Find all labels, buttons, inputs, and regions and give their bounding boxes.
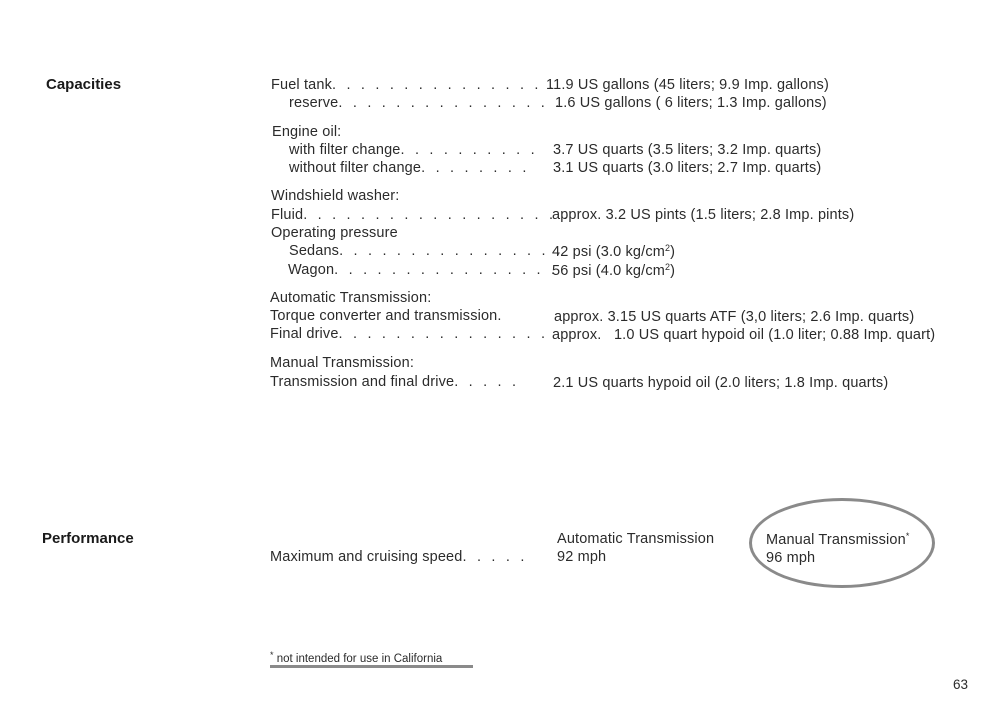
without-filter-label: without filter change: [289, 160, 422, 176]
with-filter-row: [289, 142, 538, 158]
operating-pressure-label: Operating pressure: [271, 225, 398, 241]
trans-final-value: 2.1 US quarts hypoid oil (2.0 liters; 1.8 Imp. quarts): [553, 375, 889, 391]
wagon-value-exponent: 2: [664, 262, 671, 272]
sedans-value-close: ): [670, 244, 676, 260]
sedans-dots: . . . . . . . . . . . . . . . .: [339, 243, 564, 259]
sedans-value-exponent: 2: [664, 243, 671, 253]
final-drive-row: [270, 326, 548, 342]
reserve-row: [289, 95, 563, 111]
fuel-tank-label: Fuel tank: [271, 77, 332, 93]
wagon-row: [288, 262, 558, 278]
footnote-mark: *: [270, 650, 274, 660]
fluid-dots: . . . . . . . . . . . . . . . . . . .: [303, 207, 571, 223]
without-filter-dots: . . . . . . . .: [421, 160, 530, 176]
reserve-dots: . . . . . . . . . . . . . . . .: [338, 95, 563, 111]
speed-manual-value: 96 mph: [766, 550, 816, 566]
torque-label: Torque converter and transmission.: [270, 308, 502, 324]
footnote-text: not intended for use in California: [276, 653, 443, 665]
with-filter-value: 3.7 US quarts (3.5 liters; 3.2 Imp. quarts): [553, 142, 822, 158]
footnote: [270, 650, 442, 665]
fluid-row: [271, 207, 571, 223]
engine-oil-label: Engine oil:: [272, 124, 342, 140]
col-manual-label: Manual Transmission: [766, 532, 906, 548]
reserve-value: 1.6 US gallons ( 6 liters; 1.3 Imp. gallons): [555, 95, 827, 111]
reserve-label: reserve: [289, 95, 339, 111]
automatic-label: Automatic Transmission:: [270, 290, 432, 306]
trans-final-row: [270, 374, 519, 390]
speed-row: [270, 549, 528, 565]
sedans-value-text: 42 psi (3.0 kg/cm: [552, 244, 665, 260]
wagon-dots: . . . . . . . . . . . . . . . .: [334, 262, 559, 278]
fluid-value: approx. 3.2 US pints (1.5 liters; 2.8 Imp. pints): [552, 207, 855, 223]
without-filter-row: [289, 160, 530, 176]
footnote-underline: [270, 665, 473, 668]
speed-dots: . . . . .: [462, 549, 528, 565]
wagon-value: [552, 262, 675, 279]
fuel-tank-dots: . . . . . . . . . . . . . . . .: [332, 77, 557, 93]
final-drive-dots: . . . . . . . . . . . . . . .: [338, 326, 549, 342]
speed-automatic-value: 92 mph: [557, 549, 607, 565]
without-filter-value: 3.1 US quarts (3.0 liters; 2.7 Imp. quarts): [553, 160, 822, 176]
highlight-ellipse: [749, 498, 935, 588]
washer-label: Windshield washer:: [271, 188, 400, 204]
col-automatic-header: Automatic Transmission: [557, 531, 715, 547]
sedans-row: [289, 243, 563, 259]
performance-heading: Performance: [42, 530, 134, 547]
with-filter-dots: . . . . . . . . . .: [400, 142, 538, 158]
sedans-value: [552, 243, 675, 260]
capacities-heading: Capacities: [46, 76, 122, 93]
manual-label: Manual Transmission:: [270, 355, 415, 371]
sedans-label: Sedans: [289, 243, 340, 259]
with-filter-label: with filter change: [289, 142, 401, 158]
fuel-tank-value: 11.9 US gallons (45 liters; 9.9 Imp. gallons): [546, 77, 829, 93]
col-manual-asterisk: *: [905, 531, 910, 541]
page-number: 63: [953, 677, 969, 692]
trans-final-label: Transmission and final drive: [270, 374, 455, 390]
trans-final-dots: . . . . .: [454, 374, 520, 390]
wagon-value-close: ): [670, 263, 676, 279]
fuel-tank-row: [271, 77, 556, 93]
final-drive-value: approx. 1.0 US quart hypoid oil (1.0 liter; 0.88 Imp. quart): [552, 327, 936, 343]
wagon-label: Wagon: [288, 262, 335, 278]
wagon-value-text: 56 psi (4.0 kg/cm: [552, 263, 665, 279]
torque-value: approx. 3.15 US quarts ATF (3,0 liters; 2.6 Imp. quarts): [554, 309, 915, 325]
fluid-label: Fluid: [271, 207, 304, 223]
speed-label: Maximum and cruising speed: [270, 549, 463, 565]
final-drive-label: Final drive: [270, 326, 339, 342]
